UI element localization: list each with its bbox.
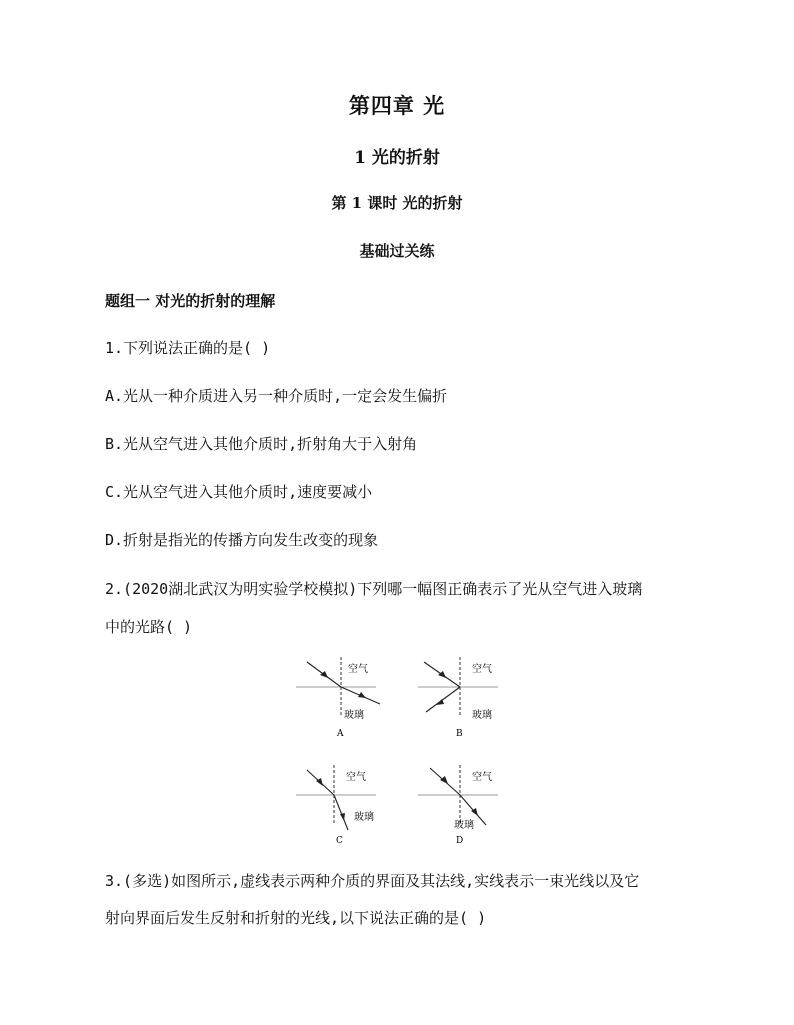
q3-stem-line2: 射向界面后发生反射和折射的光线,以下说法正确的是( ) (105, 909, 487, 927)
figure-a-label: A (337, 729, 344, 739)
q1-stem: 1.下列说法正确的是( ) (105, 339, 271, 357)
section-title: 1 光的折射 (354, 148, 440, 168)
figure-c-label: C (336, 836, 343, 846)
figure-a (292, 655, 382, 740)
lesson-title: 第 1 课时 光的折射 (331, 194, 463, 212)
q2-stem-line1: 2.(2020湖北武汉为明实验学校模拟)下列哪一幅图正确表示了光从空气进入玻璃 (105, 580, 643, 598)
figure-d-glass-label: 玻璃 (454, 820, 474, 831)
figure-b-air-label: 空气 (472, 664, 492, 675)
q1-option-b: B.光从空气进入其他介质时,折射角大于入射角 (105, 435, 418, 453)
figure-b-label: B (456, 729, 463, 739)
figure-d-label: D (456, 836, 464, 846)
figure-b-glass-label: 玻璃 (472, 710, 492, 721)
figure-a-glass-label: 玻璃 (344, 710, 364, 721)
q1-option-a: A.光从一种介质进入另一种介质时,一定会发生偏折 (105, 387, 448, 405)
q2-stem-line2: 中的光路( ) (105, 618, 193, 636)
figure-c-glass-label: 玻璃 (354, 812, 374, 823)
q1-option-d: D.折射是指光的传播方向发生改变的现象 (105, 531, 379, 549)
figure-b (418, 655, 508, 740)
figure-c (292, 763, 382, 848)
q1-option-c: C.光从空气进入其他介质时,速度要减小 (105, 483, 373, 501)
q3-stem-line1: 3.(多选)如图所示,虚线表示两种介质的界面及其法线,实线表示一束光线以及它 (105, 872, 640, 890)
level-title: 基础过关练 (359, 242, 435, 260)
figure-c-air-label: 空气 (346, 772, 366, 783)
figure-d-air-label: 空气 (472, 772, 492, 783)
chapter-title: 第四章 光 (348, 93, 446, 118)
figure-a-air-label: 空气 (348, 664, 368, 675)
group-title: 题组一 对光的折射的理解 (105, 292, 276, 310)
figure-d (418, 763, 508, 848)
